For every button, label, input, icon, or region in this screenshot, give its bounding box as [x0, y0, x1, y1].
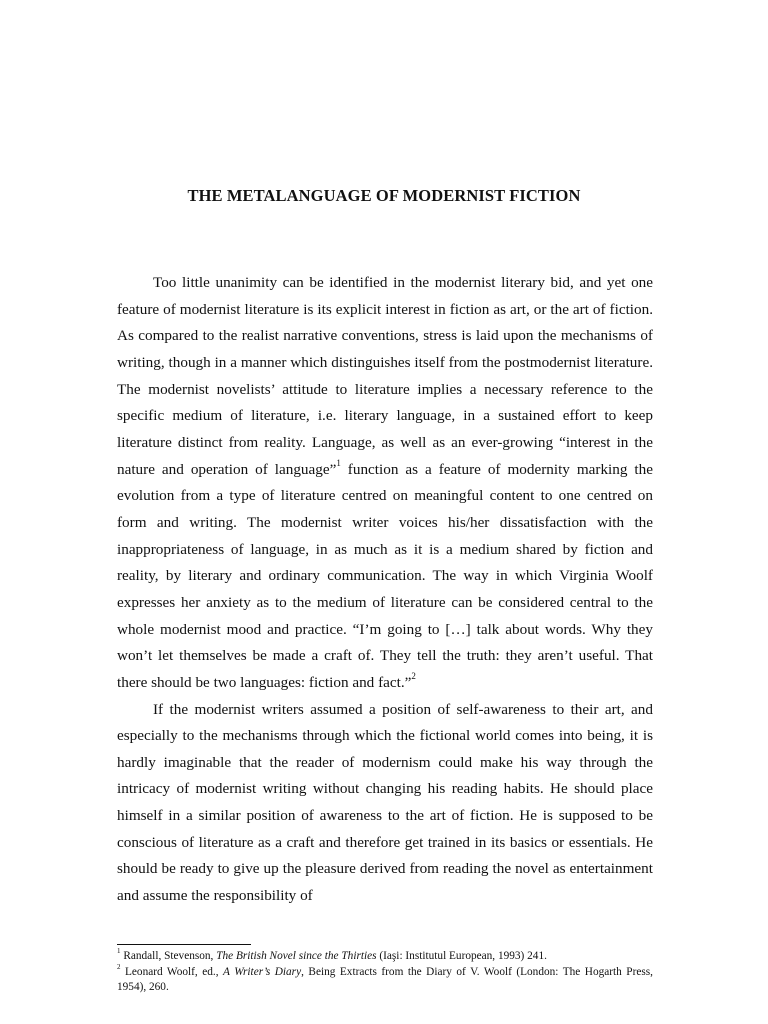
paragraph-text: function as a feature of modernity marking the evolution from a type of literature centred on meaningful content to one centred on form and writing. The modernist writer voices his/her dissatisfaction with the inappropriateness of language, in as much as it is a medium shared by fiction and reality, by literary and ordinary communication. The way in which Virginia Woolf expresses her anxiety as to the medium of literature can be considered central to the whole modernist mood and practice. “I’m going to […] talk about words. Why they won’t let themselves be made a craft of. They tell the truth: they aren’t useful. That there should be two languages: fiction and fact.” — [117, 460, 653, 691]
footnote-text: Randall, Stevenson, — [120, 950, 217, 962]
footnote-book-title: A Writer’s Diary — [223, 965, 302, 978]
footnote-ref[interactable]: 1 — [336, 457, 341, 468]
footnote-text: Leonard Woolf, ed., — [120, 965, 224, 978]
footnote — [117, 949, 653, 965]
footnote-book-title: The British Novel since the Thirties — [216, 950, 377, 962]
body-text — [117, 270, 653, 910]
footnote — [117, 962, 653, 996]
footnote-divider — [117, 944, 251, 945]
footnotes — [117, 949, 653, 996]
footnote-text: , Being Extracts from the Diary of V. Woolf (London: The Hogarth Press, 1954), 260. — [117, 965, 653, 993]
footnote-number: 1 — [117, 947, 121, 956]
paragraph: If the modernist writers assumed a position of self-awareness to their art, and especially to the mechanisms through which the fictional world comes into being, it is hardly imaginable that the reader of modernism could make his way through the intricacy of modernist writing without changing his reading habits. He should place himself in a similar position of awareness to the art of fiction. He is supposed to be conscious of literature as a craft and therefore get trained in its basics or essentials. He should be ready to give up the pleasure derived from reading the novel as entertainment and assume the responsibility of — [117, 700, 653, 905]
footnote-number: 2 — [117, 962, 121, 971]
footnote-ref[interactable]: 2 — [411, 670, 416, 681]
footnote-text: (Iaşi: Institutul European, 1993) 241. — [376, 950, 547, 962]
paragraph — [117, 270, 653, 697]
page-title: THE METALANGUAGE OF MODERNIST FICTION — [187, 186, 581, 205]
paragraph-text: Too little unanimity can be identified in the modernist literary bid, and yet one feature of modernist literature is its explicit interest in fiction as art, or the art of fiction. As compared to the realist narrative conventions, stress is laid upon the mechanisms of writing, though in a manner which distinguishes itself from the postmodernist literature. The modernist novelists’ attitude to literature implies a necessary reference to the specific medium of literature, i.e. literary language, in a sustained effort to keep literature distinct from reality. Language, as well as an ever-growing “interest in the nature and operation of language” — [117, 274, 653, 478]
